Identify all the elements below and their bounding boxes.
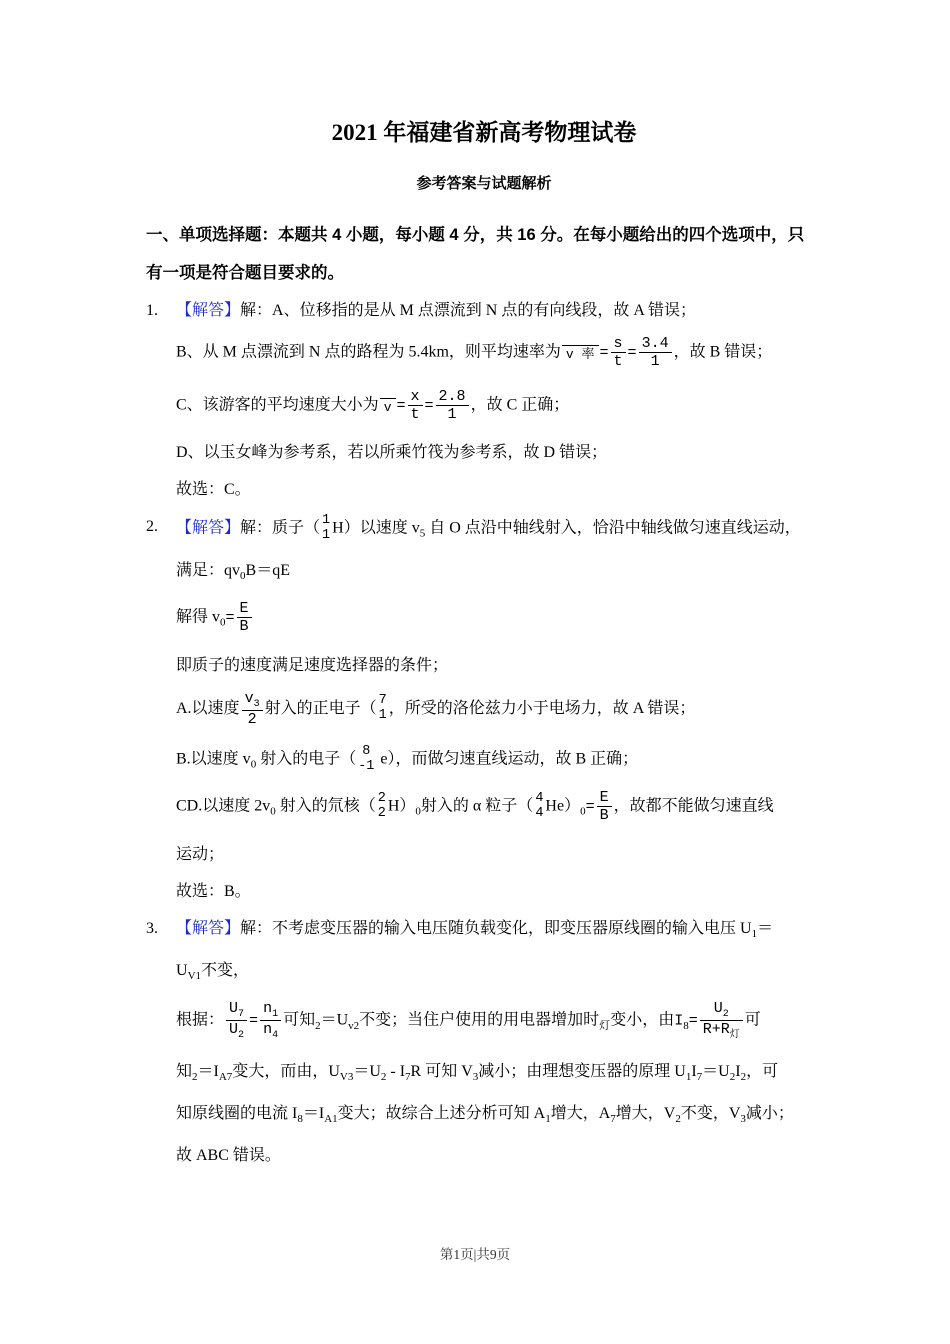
text-run: D、以玉女峰为参考系，若以所乘竹筏为参考系，故 D 错误； — [176, 444, 608, 461]
text-run: n — [263, 1021, 273, 1039]
text-run: 增大，V — [615, 1105, 676, 1123]
subscript: 8 — [683, 1019, 689, 1032]
text-run: U — [229, 999, 239, 1017]
question-line — [176, 558, 822, 589]
text-run: B — [239, 618, 249, 636]
text-run: 2.8 — [438, 387, 466, 405]
question-line — [176, 1059, 822, 1090]
text-run: ＝U — [320, 1011, 349, 1029]
subscript: 0 — [250, 758, 257, 771]
text-run: = — [396, 396, 406, 414]
stack-top: 2 — [377, 790, 386, 806]
subscript: 4 — [272, 1030, 279, 1042]
text-run: 减小；由理想变压器的原理 U — [478, 1062, 686, 1080]
subscript: 3 — [472, 1071, 479, 1084]
question-line — [176, 388, 822, 424]
overline-variable: v 率 — [562, 345, 599, 363]
question-line — [176, 789, 822, 825]
overline-variable: v — [380, 398, 396, 416]
text-run: ，故 C 正确； — [470, 395, 570, 413]
stack-bottom: 1 — [322, 527, 331, 543]
text-run: 知原线圈的电流 I — [176, 1105, 298, 1123]
stack-top: 7 — [378, 693, 387, 709]
fraction-numerator — [226, 1000, 247, 1022]
subscript: 3 — [740, 1113, 746, 1126]
subscript: V3 — [339, 1071, 354, 1084]
subscript: 2 — [675, 1113, 681, 1126]
fraction-denominator — [260, 1021, 281, 1042]
subscript: 2 — [740, 1071, 747, 1084]
question-line — [176, 298, 822, 324]
text-run: CD.以速度 2v — [176, 797, 271, 815]
text-run: B.以速度 v — [176, 750, 251, 768]
subscript: 0 — [580, 805, 586, 818]
text-run: 故选：B。 — [176, 882, 251, 900]
text-run: = — [599, 344, 609, 362]
subscript: A1 — [324, 1113, 338, 1126]
text-run: 射入的氘核（ — [275, 797, 376, 815]
fraction — [700, 1000, 743, 1042]
text-run: I — [674, 1012, 684, 1030]
text-run: 变小，由 — [610, 1011, 675, 1029]
text-run: ＝U — [702, 1062, 730, 1080]
stacked-numbers — [358, 745, 374, 775]
subscript: 2 — [238, 1030, 245, 1042]
subscript: V1 — [187, 969, 202, 982]
question-line — [176, 690, 822, 729]
question-line — [176, 916, 822, 947]
text-run: t — [613, 353, 623, 371]
text-run: 即质子的速度满足速度选择器的条件； — [176, 656, 449, 674]
text-run: U — [229, 1021, 239, 1039]
subscript: 2 — [722, 1008, 729, 1020]
text-run: 增大，A — [550, 1105, 611, 1123]
stacked-numbers — [378, 792, 386, 822]
text-run: 射入的电子（ — [256, 750, 357, 768]
subscript: 1 — [272, 1008, 279, 1020]
subscript: 0 — [220, 616, 226, 629]
subscript: 0 — [240, 569, 246, 582]
text-run: E — [239, 599, 249, 617]
question-block-1 — [146, 298, 822, 503]
text-run: = — [627, 344, 637, 362]
text-run: 变大，而由，U — [232, 1062, 340, 1080]
question-line — [176, 958, 822, 989]
subscript: A7 — [218, 1071, 233, 1084]
text-run: 运动； — [176, 845, 225, 863]
text-run: ，所受的洛伦兹力小于电场力，故 A 错误； — [388, 699, 696, 717]
subscript: 2 — [729, 1071, 736, 1084]
text-run: 减小； — [745, 1105, 794, 1123]
text-run: 射入的 α 粒子（ — [420, 797, 534, 815]
subscript: 2 — [315, 1019, 321, 1032]
text-run: 1 — [447, 405, 457, 423]
subscript: 7 — [610, 1113, 616, 1126]
subscript: 1 — [751, 927, 758, 940]
question-block-3 — [146, 916, 822, 1170]
text-run: = — [225, 609, 235, 627]
text-run: 满足：qv — [176, 561, 241, 579]
text-run: = — [688, 1012, 698, 1030]
fraction — [597, 789, 612, 825]
text-run: ，可 — [746, 1062, 779, 1080]
question-block-2 — [146, 514, 822, 905]
stack-bottom: -1 — [358, 759, 375, 775]
question-number: 3. — [146, 919, 158, 937]
text-run: B＝qE — [245, 561, 290, 579]
text-run: 1 — [650, 353, 660, 371]
fraction-denominator — [237, 618, 252, 635]
stack-bottom: 2 — [377, 805, 386, 821]
text-run: I — [735, 1062, 741, 1080]
text-run: H）以速度 v — [332, 519, 420, 537]
fraction-numerator — [237, 600, 252, 618]
text-run: 故 ABC 错误。 — [176, 1147, 281, 1165]
text-run: R+R — [702, 1021, 730, 1039]
text-run: 解：不考虑变压器的输入电压随负载变化，即变压器原线圈的输入电压 U — [240, 919, 752, 937]
fraction-denominator — [408, 406, 423, 423]
fraction-numerator — [700, 1000, 743, 1022]
text-run: 自 O 点沿中轴线射入，恰沿中轴线做匀速直线运动， — [425, 519, 801, 537]
subscript: 8 — [297, 1113, 303, 1126]
question-line — [176, 745, 822, 778]
text-run: ＝I — [197, 1062, 219, 1080]
subscript: 5 — [419, 527, 426, 540]
question-line — [176, 1143, 822, 1169]
section-heading-line: 一、单项选择题：本题共 4 小题，每小题 4 分，共 16 分。在每小题给出的四个选项中，只 — [146, 226, 805, 244]
text-run: B — [599, 807, 609, 825]
subscript: 7 — [238, 1008, 245, 1020]
question-line — [176, 1000, 822, 1042]
text-run: v — [244, 689, 254, 707]
question-line — [176, 842, 822, 868]
text-run: He） — [545, 797, 581, 815]
subscript: 1 — [685, 1071, 692, 1084]
text-run: 解：A、位移指的是从 M 点漂流到 N 点的有向线段，故 A 错误； — [240, 302, 697, 319]
text-run: ＝ — [757, 919, 774, 937]
fraction — [611, 335, 626, 371]
stacked-numbers — [535, 792, 543, 822]
subscript: 0 — [270, 805, 276, 818]
text-run: A.以速度 — [176, 699, 240, 717]
text-run: H） — [387, 797, 416, 815]
text-run: = — [249, 1012, 259, 1030]
text-run: 可 — [744, 1011, 761, 1029]
stack-top: 1 — [322, 513, 331, 528]
section-heading — [146, 216, 822, 292]
question-number: 1. — [146, 302, 158, 319]
text-run: ＝I — [302, 1105, 325, 1123]
subscript: 2 — [380, 1071, 387, 1084]
stack-bottom: 1 — [378, 707, 387, 723]
text-run: U — [713, 999, 723, 1017]
text-run: 不变；当住户使用的用电器增加时 — [359, 1011, 600, 1029]
subscript: 7 — [405, 1071, 411, 1084]
fraction-denominator — [242, 711, 263, 728]
fraction-denominator — [436, 406, 469, 423]
stacked-numbers — [379, 694, 387, 724]
fraction-denominator — [639, 353, 672, 370]
text-run: 射入的正电子（ — [264, 699, 377, 717]
question-line — [176, 879, 822, 905]
subscript: 7 — [696, 1071, 703, 1084]
solution-tag: 【解答】 — [176, 519, 241, 537]
text-run: 可知 — [283, 1011, 316, 1029]
question-line — [176, 440, 822, 466]
stack-bottom: 4 — [535, 805, 544, 821]
fraction — [436, 388, 469, 424]
fraction-numerator — [260, 1000, 281, 1022]
fraction — [260, 1000, 281, 1042]
text-run: - I — [386, 1062, 406, 1080]
text-run: t — [410, 405, 420, 423]
text-run: = — [585, 798, 595, 816]
text-run: e），而做匀速直线运动，故 B 正确； — [376, 750, 639, 768]
text-run: 故选：C。 — [176, 481, 251, 498]
text-run: n — [263, 999, 273, 1017]
solution-tag: 【解答】 — [176, 302, 241, 319]
subscript: 0 — [415, 805, 421, 818]
page-title: 2021 年福建省新高考物理试卷 — [331, 120, 637, 145]
fraction-numerator — [597, 789, 612, 807]
subscript: 3 — [253, 698, 260, 710]
text-run: ，故都不能做匀速直线 — [613, 797, 774, 815]
fraction-denominator — [700, 1021, 743, 1042]
fraction-numerator — [436, 388, 469, 406]
text-run: = — [424, 396, 434, 414]
stack-top: 4 — [535, 790, 544, 806]
fraction — [237, 600, 252, 636]
text-run: E — [599, 788, 609, 806]
text-run: 解：质子（ — [240, 519, 321, 537]
text-run: 2 — [247, 711, 257, 728]
fraction-denominator — [226, 1021, 247, 1042]
question-line — [176, 600, 822, 636]
text-run: R 可知 V — [410, 1062, 473, 1080]
fraction — [242, 690, 263, 729]
section-heading-line: 有一项是符合题目要求的。 — [146, 264, 344, 282]
fraction — [639, 335, 672, 371]
fraction-numerator — [408, 388, 423, 406]
fraction — [226, 1000, 247, 1042]
text-run: I — [691, 1062, 697, 1080]
subscript: 2 — [192, 1071, 198, 1084]
fraction-numerator — [639, 335, 672, 353]
text-run: 3.4 — [641, 335, 669, 352]
text-run: 不变， — [201, 961, 250, 979]
subscript: v2 — [348, 1019, 360, 1032]
fraction-denominator — [597, 807, 612, 824]
subscript: 1 — [545, 1113, 551, 1126]
text-run: 知 — [176, 1062, 193, 1080]
text-run: s — [613, 335, 623, 352]
fraction — [408, 388, 423, 424]
stack-top: 8 — [362, 744, 371, 760]
question-line — [176, 477, 822, 503]
text-run: B、从 M 点漂流到 N 点的路程为 5.4km，则平均速率为 — [176, 343, 561, 361]
fraction-denominator — [611, 353, 626, 370]
question-line — [176, 1101, 822, 1132]
question-number: 2. — [146, 518, 158, 535]
solution-tag: 【解答】 — [176, 919, 241, 937]
text-run: x — [410, 387, 420, 405]
page-footer: 第1页|共9页 — [439, 1247, 511, 1262]
text-run: 根据： — [176, 1011, 225, 1029]
stacked-numbers — [322, 514, 330, 544]
questions-container — [146, 298, 822, 1169]
question-line — [176, 514, 822, 547]
fraction-numerator — [242, 690, 263, 712]
question-line — [176, 653, 822, 679]
text-run: C、该游客的平均速度大小为 — [176, 395, 379, 413]
text-run: 不变，V — [680, 1105, 741, 1123]
page-subtitle: 参考答案与试题解析 — [416, 175, 552, 192]
subscript: 灯 — [599, 1019, 611, 1032]
text-run: 变大；故综合上述分析可知 A — [337, 1105, 546, 1123]
fraction-numerator — [611, 335, 626, 353]
text-run: ＝U — [353, 1062, 381, 1080]
text-run: U — [176, 961, 188, 979]
subscript: 灯 — [729, 1030, 740, 1042]
text-run: ，故 B 错误； — [673, 343, 773, 361]
text-run: 解得 v — [176, 608, 221, 626]
question-line — [176, 335, 822, 371]
